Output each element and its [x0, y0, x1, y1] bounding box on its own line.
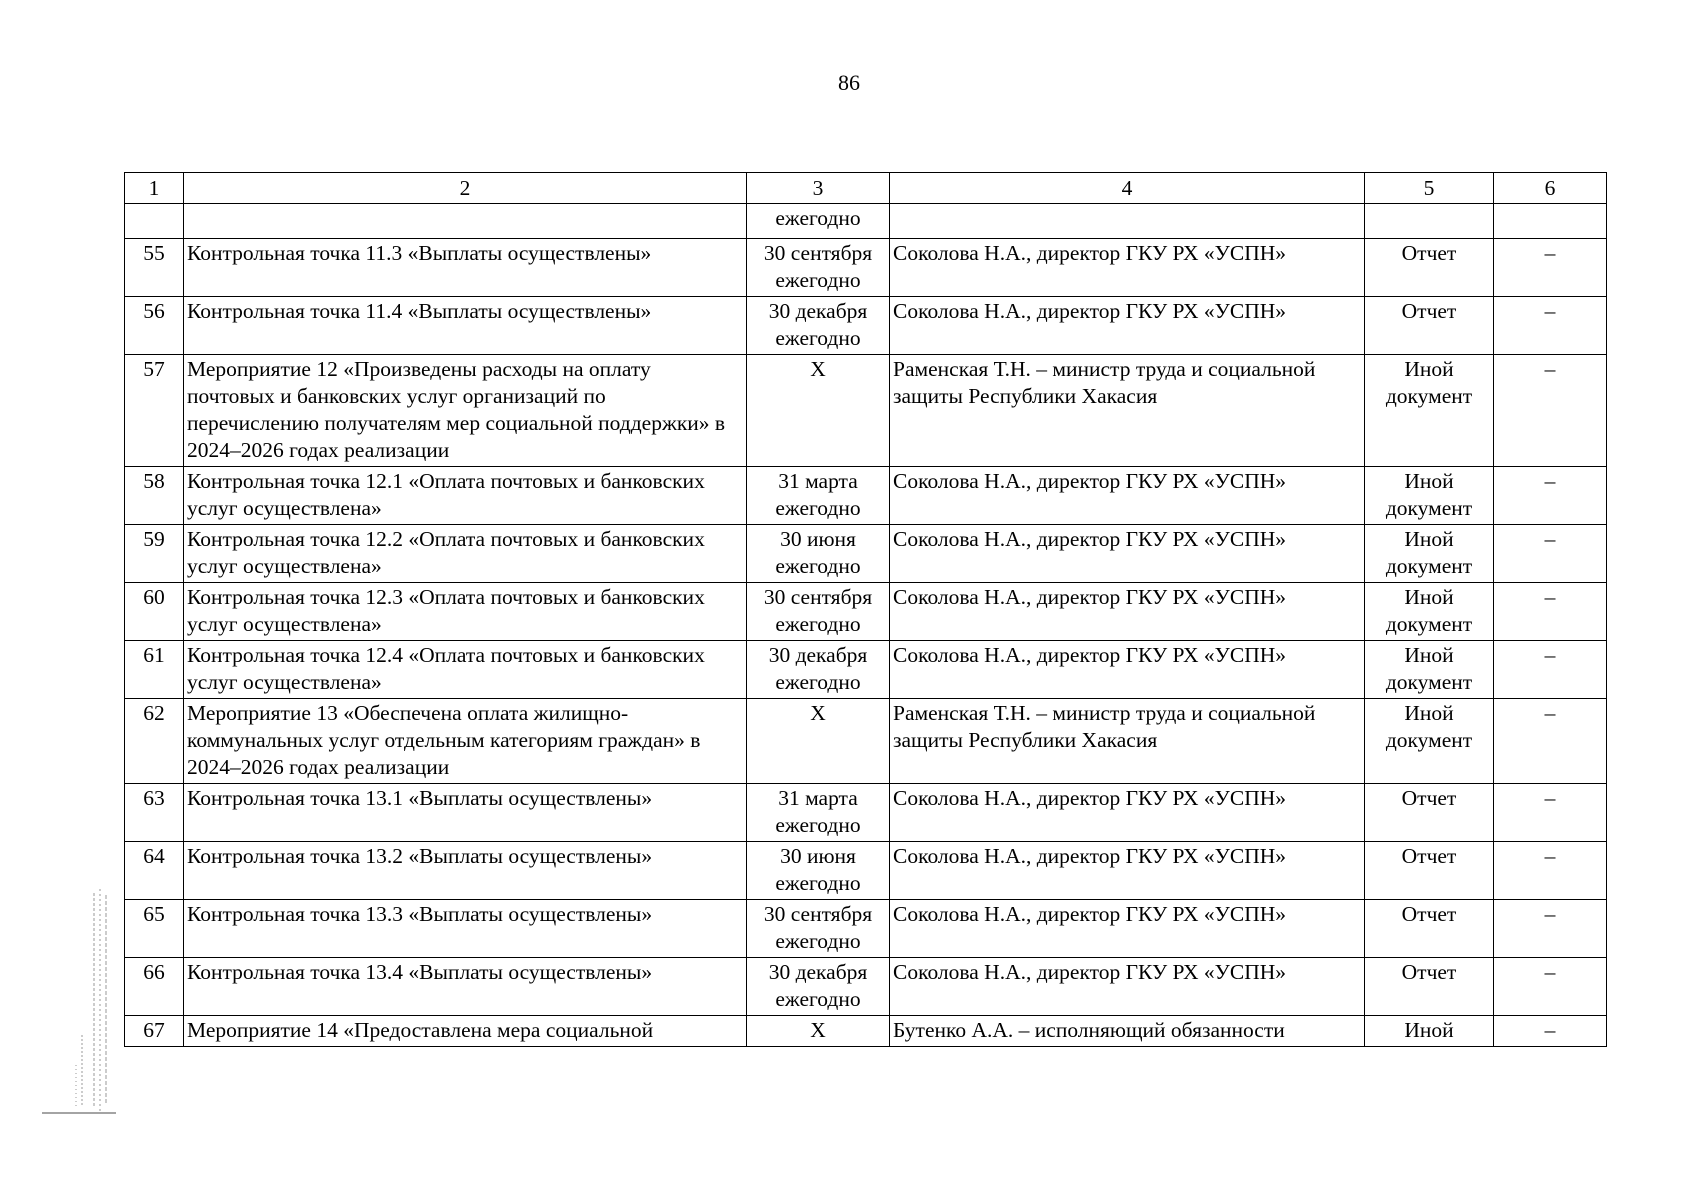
event-name-cell: Контрольная точка 13.3 «Выплаты осуществлены»: [184, 900, 747, 958]
responsible-cell: Соколова Н.А., директор ГКУ РХ «УСПН»: [890, 239, 1365, 297]
registration-stamp-mark: [36, 885, 120, 1115]
plan-table-body: [125, 173, 1607, 1047]
event-name-cell: Контрольная точка 12.3 «Оплата почтовых и банковских услуг осуществлена»: [184, 583, 747, 641]
table-row: [125, 297, 1607, 355]
responsible-cell: Соколова Н.А., директор ГКУ РХ «УСПН»: [890, 900, 1365, 958]
event-name-cell: Мероприятие 14 «Предоставлена мера социальной: [184, 1016, 747, 1047]
column-number: 2: [184, 173, 747, 204]
event-name-cell: [184, 204, 747, 239]
note-cell: –: [1494, 784, 1607, 842]
document-type-cell: Отчет: [1365, 239, 1494, 297]
document-type-cell: Отчет: [1365, 842, 1494, 900]
column-number: 4: [890, 173, 1365, 204]
event-name-cell: Мероприятие 13 «Обеспечена оплата жилищно-коммунальных услуг отдельным категориям граждан» в 2024–2026 годах реализации: [184, 699, 747, 784]
document-type-cell: Иной документ: [1365, 467, 1494, 525]
deadline-cell: 31 марта ежегодно: [747, 784, 890, 842]
row-number-cell: 64: [125, 842, 184, 900]
row-number-cell: 67: [125, 1016, 184, 1047]
document-type-cell: Иной документ: [1365, 355, 1494, 467]
document-type-cell: Отчет: [1365, 297, 1494, 355]
event-name-cell: Контрольная точка 11.4 «Выплаты осуществлены»: [184, 297, 747, 355]
document-type-cell: Иной документ: [1365, 641, 1494, 699]
table-row: [125, 583, 1607, 641]
deadline-cell: 30 сентября ежегодно: [747, 239, 890, 297]
deadline-cell: Х: [747, 699, 890, 784]
column-number: 3: [747, 173, 890, 204]
responsible-cell: Соколова Н.А., директор ГКУ РХ «УСПН»: [890, 784, 1365, 842]
document-type-cell: Иной документ: [1365, 583, 1494, 641]
row-number-cell: 66: [125, 958, 184, 1016]
note-cell: –: [1494, 958, 1607, 1016]
document-type-cell: Иной документ: [1365, 525, 1494, 583]
table-row: [125, 1016, 1607, 1047]
note-cell: –: [1494, 297, 1607, 355]
document-type-cell: Отчет: [1365, 900, 1494, 958]
table-row: [125, 525, 1607, 583]
column-number-row: [125, 173, 1607, 204]
event-name-cell: Контрольная точка 13.1 «Выплаты осуществлены»: [184, 784, 747, 842]
column-number: 1: [125, 173, 184, 204]
row-number-cell: 59: [125, 525, 184, 583]
deadline-cell: 30 июня ежегодно: [747, 842, 890, 900]
deadline-cell: 31 марта ежегодно: [747, 467, 890, 525]
note-cell: –: [1494, 1016, 1607, 1047]
responsible-cell: [890, 204, 1365, 239]
row-number-cell: [125, 204, 184, 239]
deadline-cell: 30 июня ежегодно: [747, 525, 890, 583]
responsible-cell: Раменская Т.Н. – министр труда и социальной защиты Республики Хакасия: [890, 699, 1365, 784]
row-number-cell: 55: [125, 239, 184, 297]
event-name-cell: Контрольная точка 11.3 «Выплаты осуществлены»: [184, 239, 747, 297]
plan-table: [124, 172, 1607, 1047]
table-row: [125, 958, 1607, 1016]
document-type-cell: Иной: [1365, 1016, 1494, 1047]
note-cell: –: [1494, 900, 1607, 958]
table-row: [125, 355, 1607, 467]
event-name-cell: Контрольная точка 13.2 «Выплаты осуществлены»: [184, 842, 747, 900]
responsible-cell: Соколова Н.А., директор ГКУ РХ «УСПН»: [890, 297, 1365, 355]
document-type-cell: Иной документ: [1365, 699, 1494, 784]
note-cell: –: [1494, 842, 1607, 900]
table-row: [125, 467, 1607, 525]
row-number-cell: 57: [125, 355, 184, 467]
responsible-cell: Соколова Н.А., директор ГКУ РХ «УСПН»: [890, 583, 1365, 641]
table-row: [125, 900, 1607, 958]
note-cell: –: [1494, 583, 1607, 641]
deadline-cell: 30 сентября ежегодно: [747, 900, 890, 958]
note-cell: –: [1494, 699, 1607, 784]
note-cell: –: [1494, 355, 1607, 467]
row-number-cell: 60: [125, 583, 184, 641]
document-type-cell: [1365, 204, 1494, 239]
note-cell: –: [1494, 641, 1607, 699]
column-number: 5: [1365, 173, 1494, 204]
row-number-cell: 58: [125, 467, 184, 525]
responsible-cell: Соколова Н.А., директор ГКУ РХ «УСПН»: [890, 842, 1365, 900]
row-number-cell: 63: [125, 784, 184, 842]
row-number-cell: 56: [125, 297, 184, 355]
row-number-cell: 61: [125, 641, 184, 699]
event-name-cell: Контрольная точка 12.2 «Оплата почтовых и банковских услуг осуществлена»: [184, 525, 747, 583]
deadline-cell: 30 декабря ежегодно: [747, 297, 890, 355]
event-name-cell: Мероприятие 12 «Произведены расходы на оплату почтовых и банковских услуг организаций по перечислению получателям мер социальной поддержки» в 2024–2026 годах реализации: [184, 355, 747, 467]
table-row: [125, 784, 1607, 842]
deadline-cell: 30 сентября ежегодно: [747, 583, 890, 641]
table-row: [125, 641, 1607, 699]
note-cell: –: [1494, 239, 1607, 297]
document-type-cell: Отчет: [1365, 958, 1494, 1016]
deadline-cell: ежегодно: [747, 204, 890, 239]
responsible-cell: Соколова Н.А., директор ГКУ РХ «УСПН»: [890, 958, 1365, 1016]
deadline-cell: 30 декабря ежегодно: [747, 958, 890, 1016]
event-name-cell: Контрольная точка 13.4 «Выплаты осуществлены»: [184, 958, 747, 1016]
event-name-cell: Контрольная точка 12.1 «Оплата почтовых и банковских услуг осуществлена»: [184, 467, 747, 525]
row-number-cell: 65: [125, 900, 184, 958]
responsible-cell: Раменская Т.Н. – министр труда и социальной защиты Республики Хакасия: [890, 355, 1365, 467]
row-number-cell: 62: [125, 699, 184, 784]
responsible-cell: Соколова Н.А., директор ГКУ РХ «УСПН»: [890, 641, 1365, 699]
note-cell: –: [1494, 525, 1607, 583]
document-type-cell: Отчет: [1365, 784, 1494, 842]
event-name-cell: Контрольная точка 12.4 «Оплата почтовых и банковских услуг осуществлена»: [184, 641, 747, 699]
deadline-cell: 30 декабря ежегодно: [747, 641, 890, 699]
note-cell: –: [1494, 467, 1607, 525]
responsible-cell: Соколова Н.А., директор ГКУ РХ «УСПН»: [890, 467, 1365, 525]
page-number: 86: [838, 70, 860, 95]
continuation-row: [125, 204, 1607, 239]
column-number: 6: [1494, 173, 1607, 204]
responsible-cell: Соколова Н.А., директор ГКУ РХ «УСПН»: [890, 525, 1365, 583]
deadline-cell: Х: [747, 1016, 890, 1047]
table-row: [125, 239, 1607, 297]
responsible-cell: Бутенко А.А. – исполняющий обязанности: [890, 1016, 1365, 1047]
table-row: [125, 699, 1607, 784]
table-row: [125, 842, 1607, 900]
note-cell: [1494, 204, 1607, 239]
deadline-cell: Х: [747, 355, 890, 467]
